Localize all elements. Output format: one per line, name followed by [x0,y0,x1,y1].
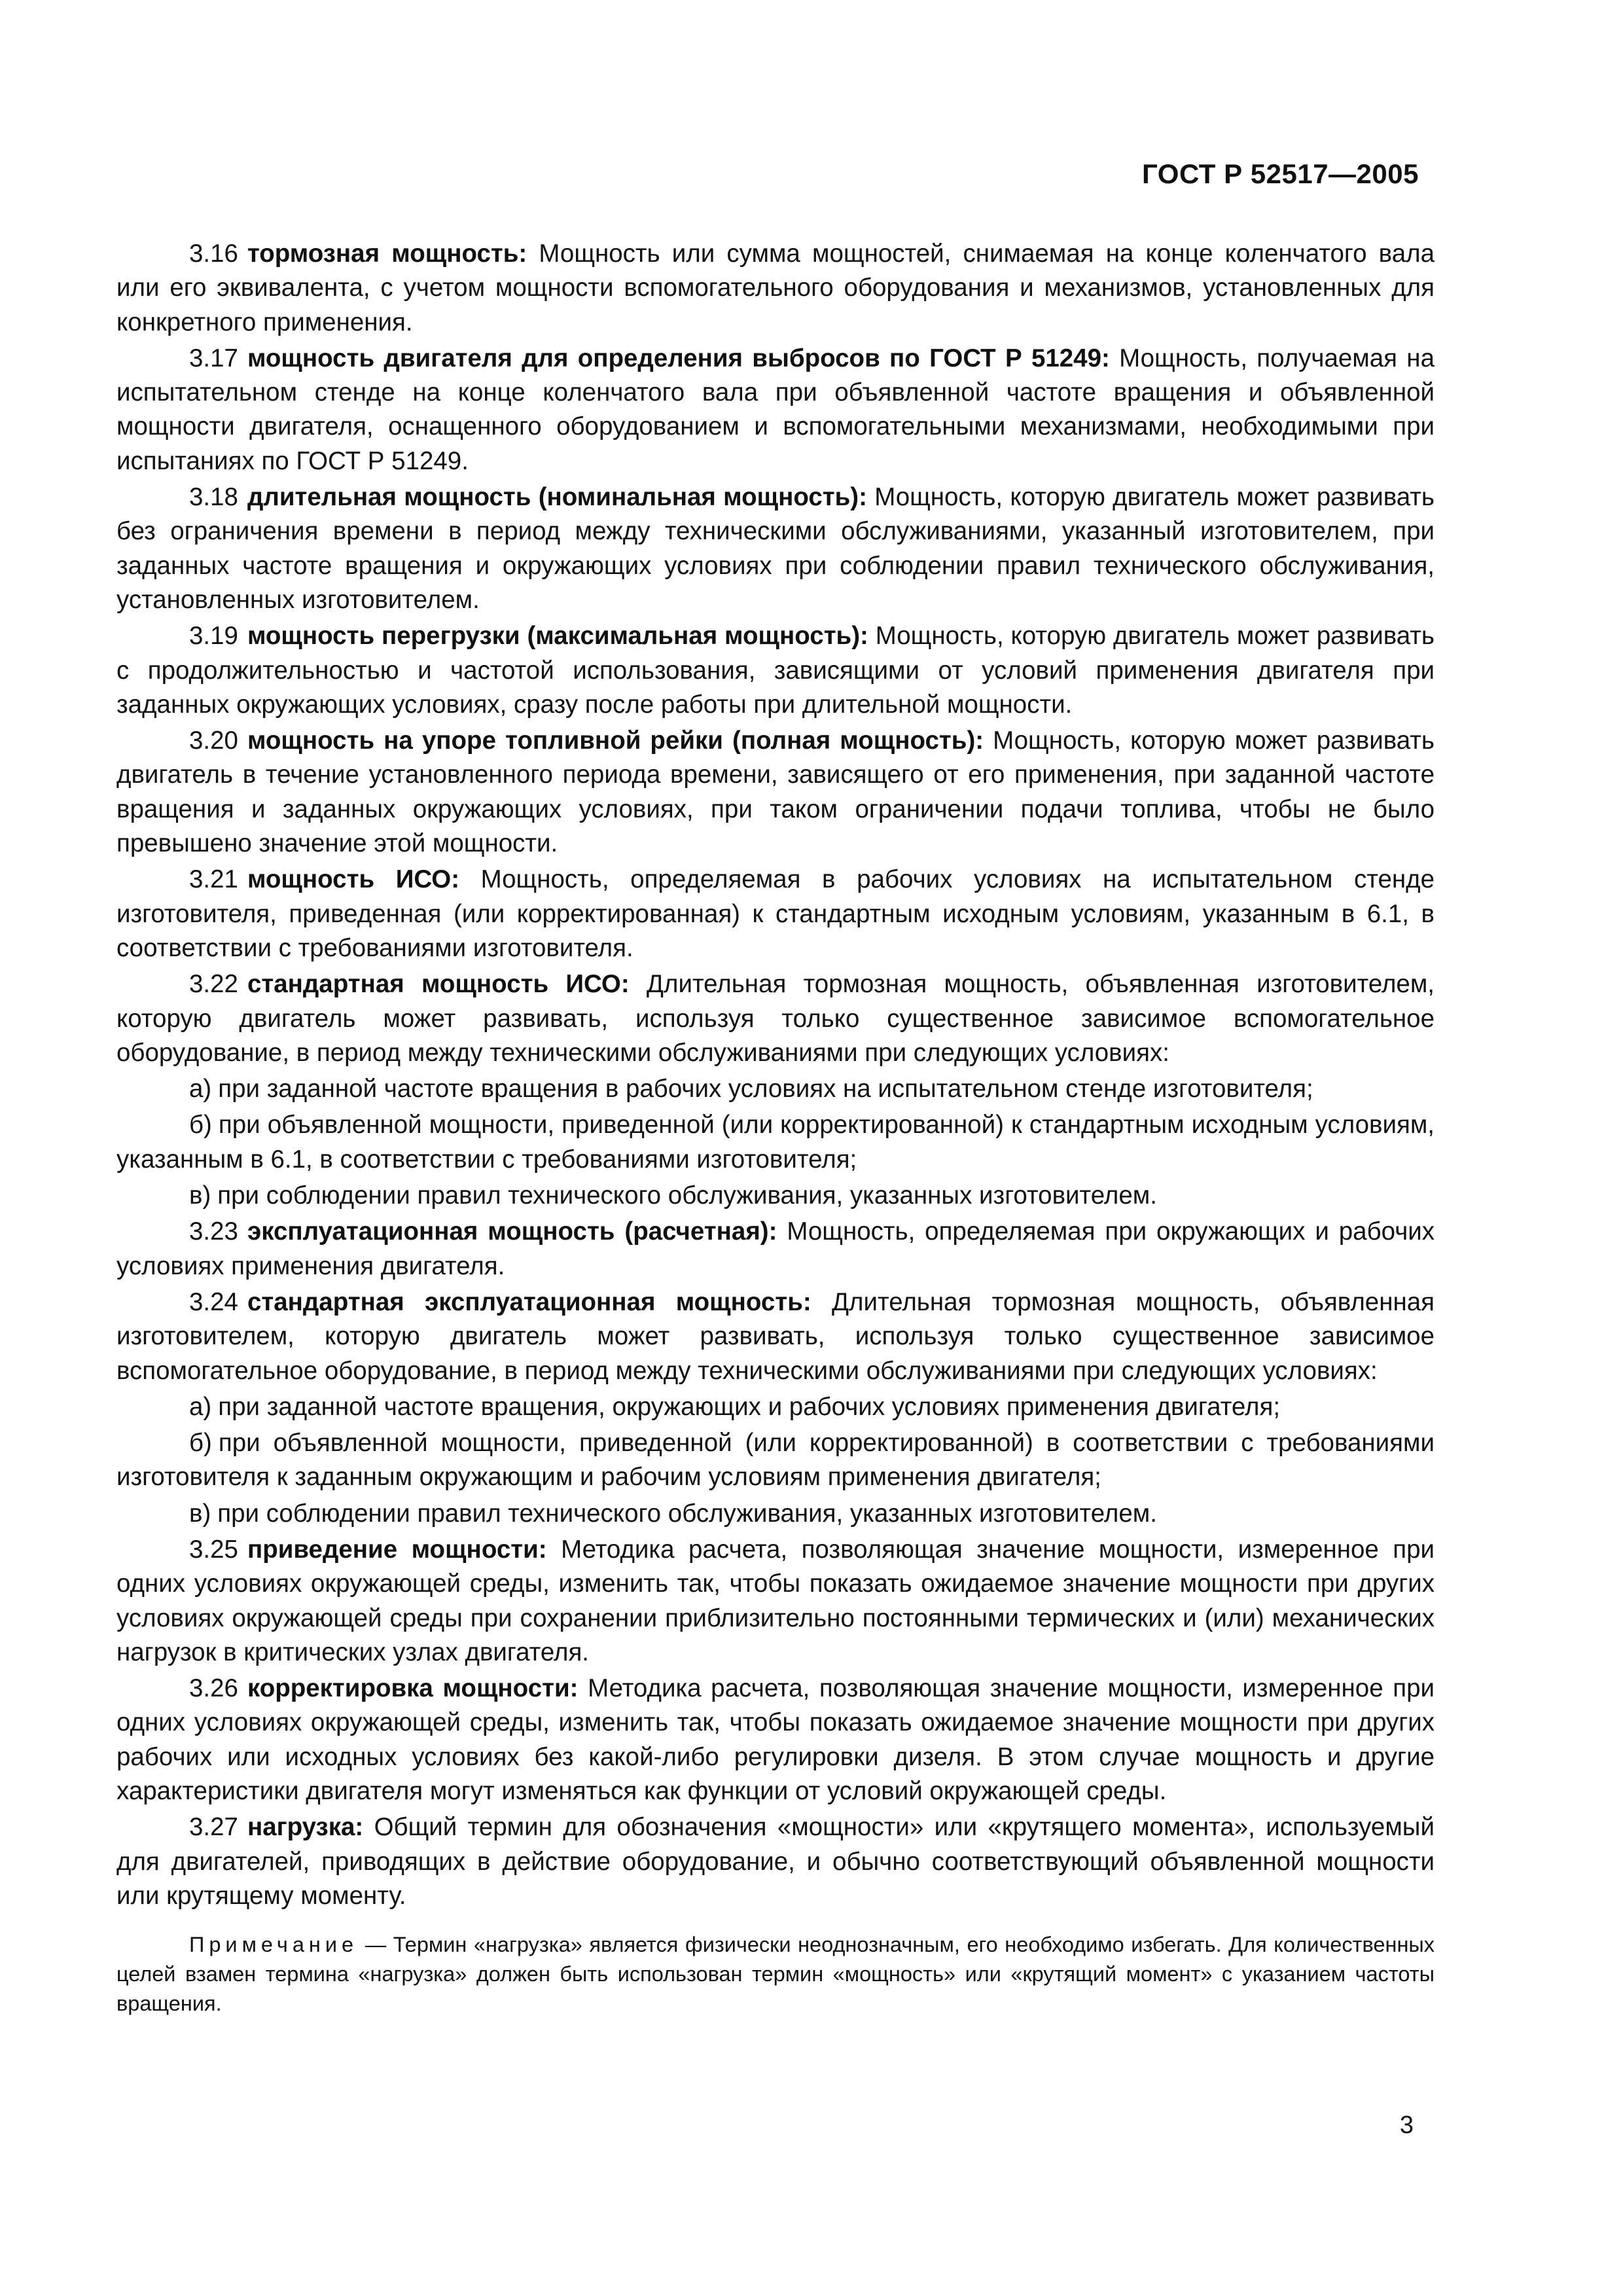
list-item-text: при заданной частоте вращения, окружающих и рабочих условиях применения двигателя; [218,1392,1281,1421]
note [116,1930,1435,2018]
definition-paragraph [116,724,1435,861]
definition-text: Общий термин для обозначения «мощности» или «крутящего момента», используемый для двигателей, приводящих в действие оборудование, и обычно соответствующий объявленной мощности или крутящему моменту. [116,1813,1435,1910]
definition-paragraph [116,1810,1435,1913]
list-item [116,1497,1435,1531]
page-number: 3 [1399,2111,1414,2139]
definition-paragraph [116,619,1435,722]
term: стандартная мощность ИСО: [247,970,630,999]
definition-text: Мощность или сумма мощностей, снимаемая на конце коленчатого вала или его эквивалента, с учетом мощности вспомогательного оборудования и механизмов, установленных для конкретного применения. [116,240,1435,336]
term: длительная мощность (номинальная мощность): [247,483,867,512]
list-marker: б) [189,1429,212,1458]
clause-number: 3.16 [189,240,238,268]
definition-text: Мощность, определяемая при окружающих и рабочих условиях применения двигателя. [116,1217,1435,1280]
document-code: ГОСТ Р 52517—2005 [1142,158,1419,189]
document-body [116,237,1435,2040]
list-item [116,1108,1435,1177]
definition-text: Длительная тормозная мощность, объявленная изготовителем, которую двигатель может развивать, используя только существенное зависимое вспомогательное оборудование, в период между техническими обслуживаниями при следующих условиях: [116,1287,1435,1385]
definition-paragraph [116,967,1435,1070]
definition-text: Мощность, определяемая в рабочих условиях на испытательном стенде изготовителя, приведенная (или корректированная) к стандартным исходным условиям, указанным в 6.1, в соответствии с требованиями изготовителя. [116,865,1435,962]
clause-number: 3.18 [189,483,238,512]
term: корректировка мощности: [247,1674,579,1703]
note-text: — Термин «нагрузка» является физически неоднозначным, его необходимо избегать. Для количественных целей взамен термина «нагрузка» должен быть использован термин «мощность» или «крутящий момент» с указанием частоты вращения. [116,1933,1435,2016]
list-marker: в) [189,1499,211,1528]
definition-paragraph [116,1672,1435,1808]
list-item [116,1179,1435,1213]
definition-text: Методика расчета, позволяющая значение мощности, измеренное при одних условиях окружающей среды, изменить так, чтобы показать ожидаемое значение мощности при других рабочих или исходных условиях без какой-либо регулировки дизеля. В этом случае мощность и другие характеристики двигателя могут изменяться как функции от условий окружающей среды. [116,1674,1435,1806]
definition-text: Мощность, которую может развивать двигатель в течение установленного периода времени, зависящего от его применения, при заданной частоте вращения и заданных окружающих условиях, при таком ограничении подачи топлива, чтобы не было превышено значение этой мощности. [116,726,1435,858]
definition-paragraph [116,1533,1435,1670]
definition-text: Методика расчета, позволяющая значение мощности, измеренное при одних условиях окружающей среды, изменить так, чтобы показать ожидаемое значение мощности при других условиях окружающей среды при сохранении приблизительно постоянными термических и (или) механических нагрузок в критических узлах двигателя. [116,1535,1435,1666]
term: стандартная эксплуатационная мощность: [247,1287,812,1316]
list-item-text: при объявленной мощности, приведенной (или корректированной) в соответствии с требованиями изготовителя к заданным окружающим и рабочим условиям применения двигателя; [116,1429,1435,1492]
definition-text: Мощность, которую двигатель может развивать без ограничения времени в период между техническими обслуживаниями, указанный изготовителем, при заданных частоте вращения и окружающих условиях при соблюдении правил технического обслуживания, установленных изготовителем. [116,483,1435,614]
definition-text: Мощность, получаемая на испытательном стенде на конце коленчатого вала при объявленной частоте вращения и объявленной мощности двигателя, оснащенного оборудованием и вспомогательными механизмами, необходимыми при испытаниях по ГОСТ Р 51249. [116,344,1435,475]
clause-number: 3.25 [189,1535,238,1564]
definition-paragraph [116,480,1435,617]
term: мощность ИСО: [247,865,460,894]
definition-text: Мощность, которую двигатель может развивать с продолжительностью и частотой использования, зависящими от условий применения двигателя при заданных окружающих условиях, сразу после работы при длительной мощности. [116,622,1435,719]
list-marker: а) [189,1075,212,1103]
definition-paragraph [116,342,1435,478]
list-item-text: при заданной частоте вращения в рабочих условиях на испытательном стенде изготовителя; [218,1075,1313,1103]
definition-paragraph [116,1285,1435,1388]
clause-number: 3.20 [189,726,238,755]
term: мощность двигателя для определения выбросов по ГОСТ Р 51249: [247,344,1110,372]
definition-paragraph [116,863,1435,965]
list-marker: а) [189,1392,212,1421]
list-item [116,1390,1435,1424]
list-item-text: при соблюдении правил технического обслуживания, указанных изготовителем. [217,1499,1157,1528]
clause-number: 3.19 [189,622,238,651]
list-item [116,1072,1435,1106]
term: мощность на упоре топливной рейки (полная мощность): [247,726,984,755]
clause-number: 3.17 [189,344,238,372]
list-marker: в) [189,1181,211,1210]
clause-number: 3.27 [189,1813,238,1842]
clause-number: 3.23 [189,1217,238,1246]
definition-paragraph [116,1215,1435,1283]
term: приведение мощности: [247,1535,547,1564]
note-label: Примечание [189,1933,359,1957]
clause-number: 3.22 [189,970,238,999]
definition-text: Длительная тормозная мощность, объявленная изготовителем, которую двигатель может развивать, используя только существенное зависимое вспомогательное оборудование, в период между техническими обслуживаниями при следующих условиях: [116,970,1435,1067]
term: нагрузка: [247,1813,364,1842]
list-marker: б) [189,1111,212,1139]
list-item [116,1426,1435,1495]
clause-number: 3.21 [189,865,238,894]
term: эксплуатационная мощность (расчетная): [247,1217,777,1246]
term: мощность перегрузки (максимальная мощность): [247,622,868,651]
clause-number: 3.26 [189,1674,238,1703]
list-item-text: при объявленной мощности, приведенной (или корректированной) к стандартным исходным условиям, указанным в 6.1, в соответствии с требованиями изготовителя; [116,1111,1435,1174]
definition-paragraph [116,237,1435,340]
term: тормозная мощность: [247,240,527,268]
clause-number: 3.24 [189,1287,238,1316]
list-item-text: при соблюдении правил технического обслуживания, указанных изготовителем. [217,1181,1157,1210]
